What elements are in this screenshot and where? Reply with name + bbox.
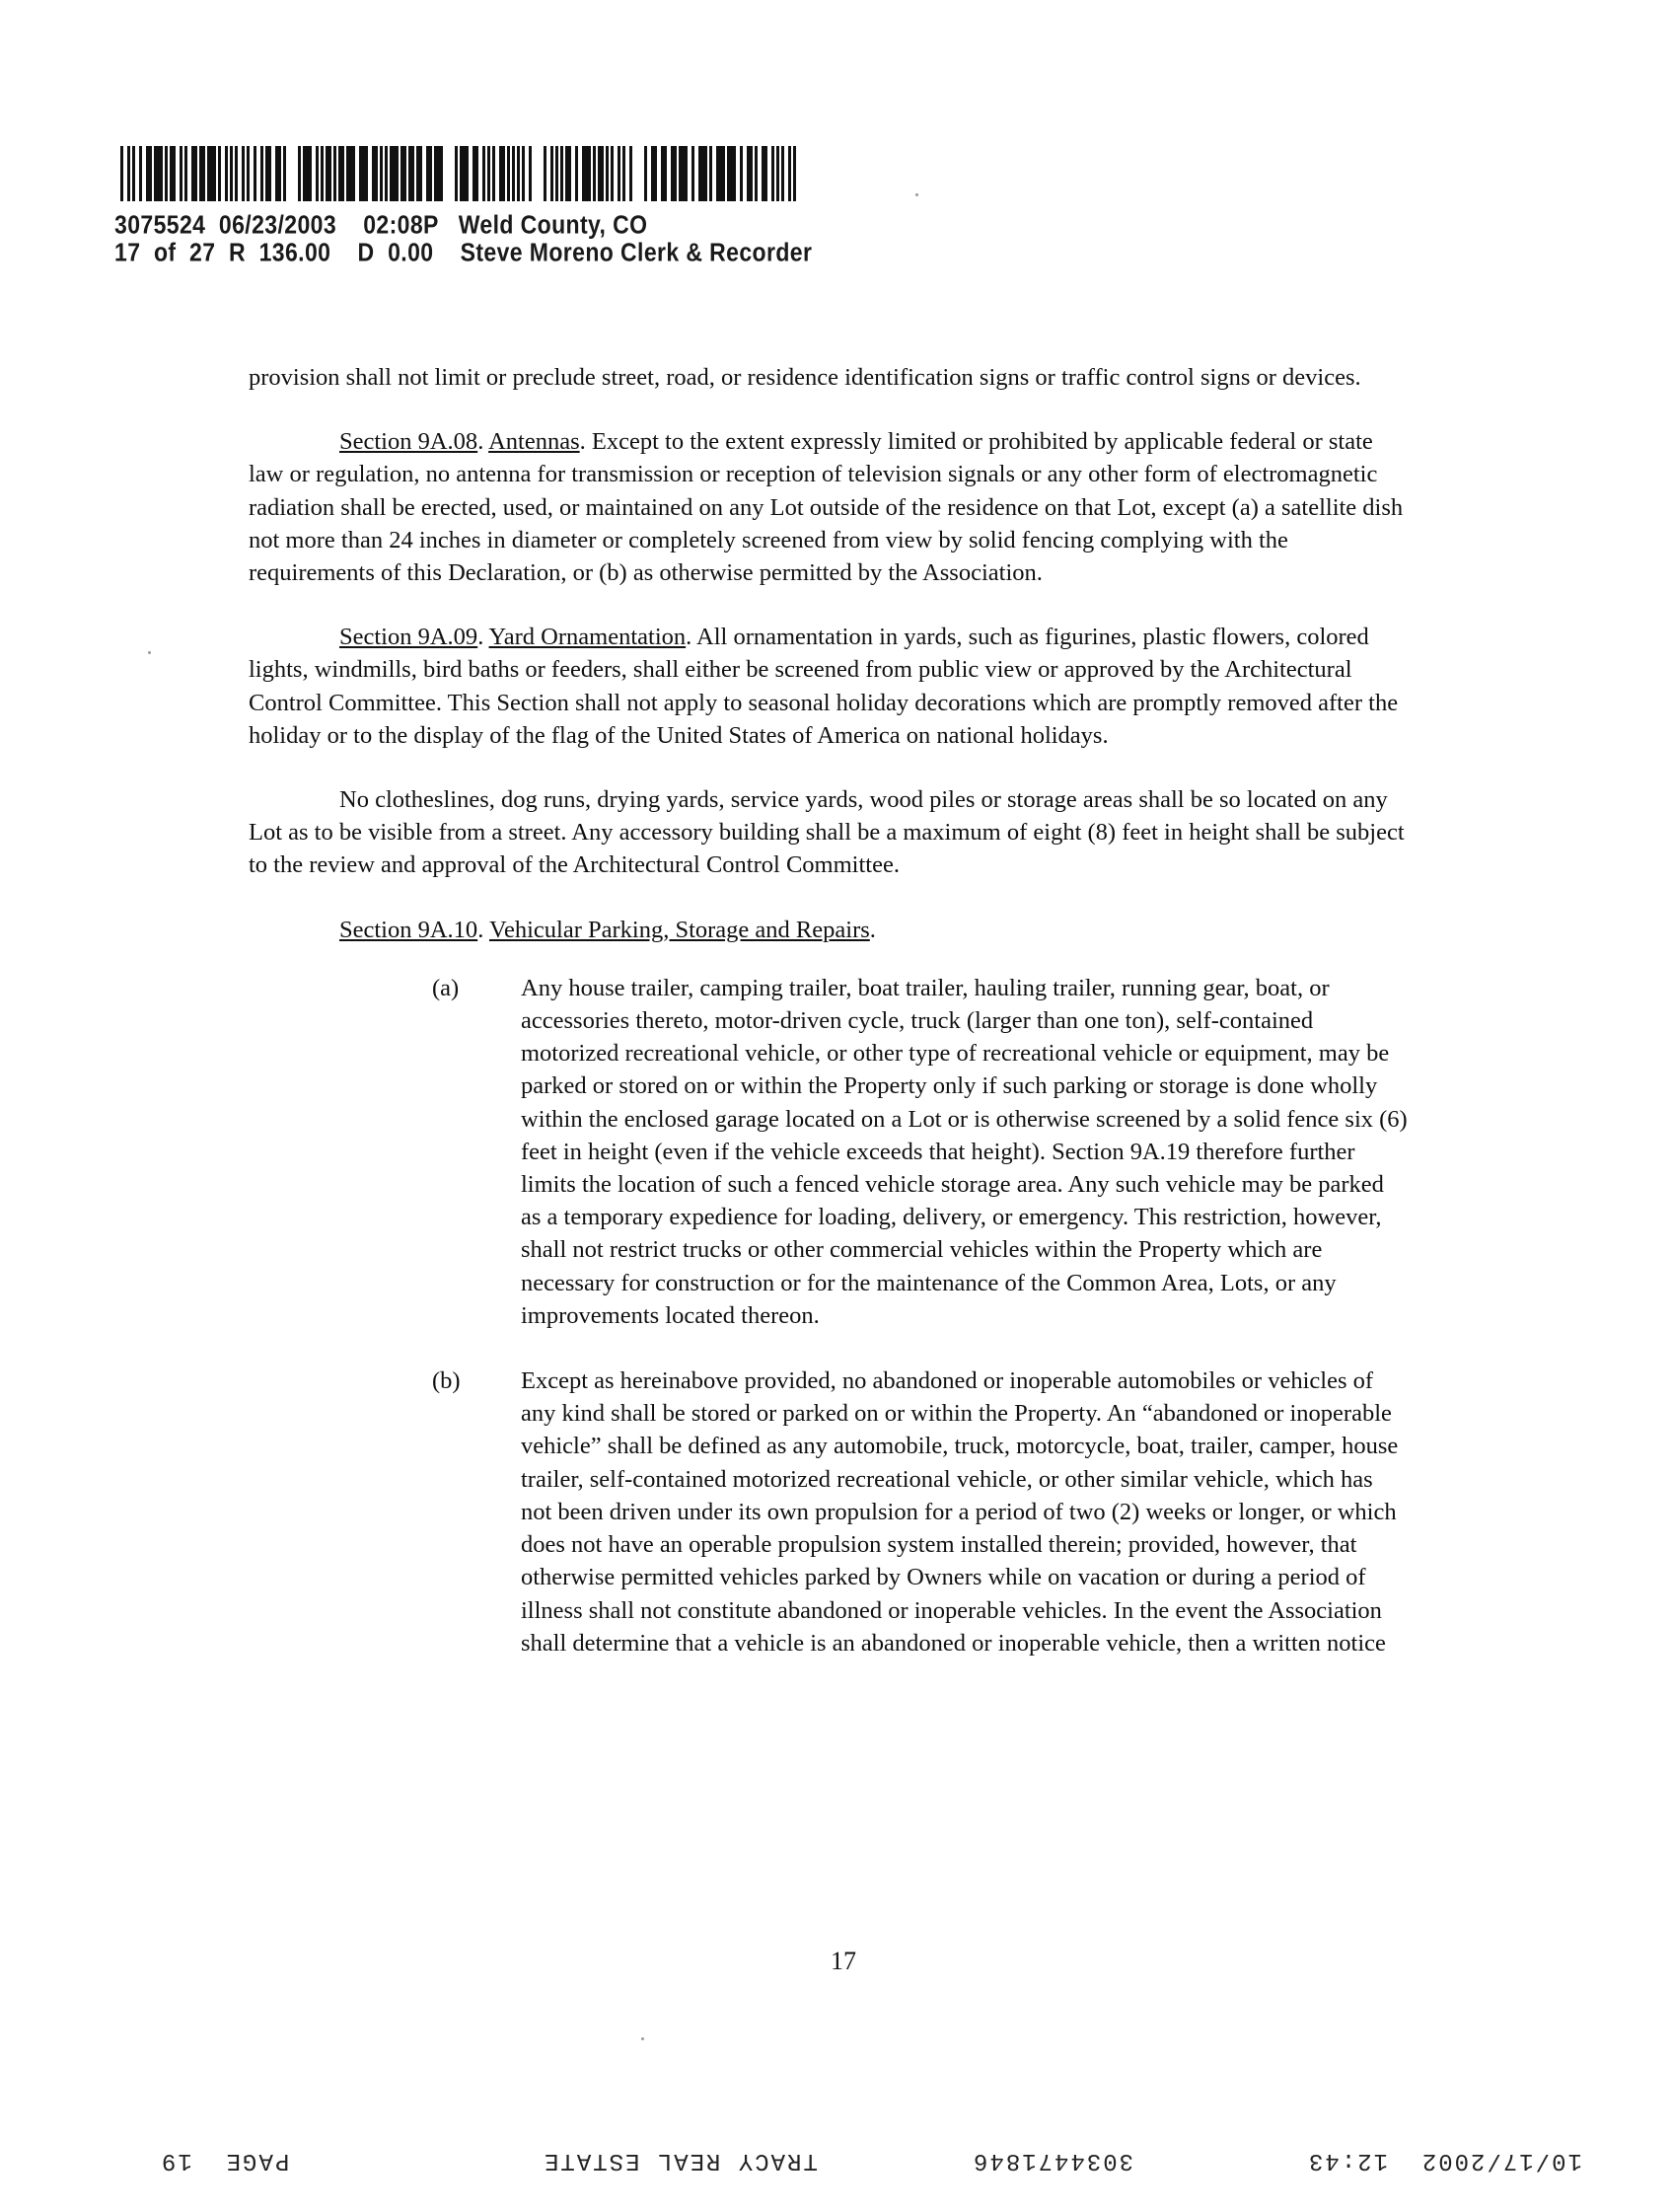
barcode-bar: [793, 146, 796, 201]
subsection-b-text: Except as hereinabove provided, no abandoned or inoperable automobiles or vehicles of any kind shall be stored or parked on or within the Property. An “abandoned or inoperable vehicle” shall be defined as any automobile, truck, motorcycle, boat, trailer, camper, house trailer, self-contained motorized recreational vehicle, or other similar vehicle, which has not been driven under its own propulsion for a period of two (2) weeks or longer, or which does not have an operable propulsion system installed therein; provided, however, that otherwise permitted vehicles parked by Owners while on vacation or during a period of illness shall not constitute abandoned or inoperable vehicles. In the event the Association shall determine that a vehicle is an abandoned or inoperable vehicle, then a written notice: [521, 1367, 1399, 1657]
barcode-bar: [408, 146, 414, 201]
barcode-bar: [275, 146, 281, 201]
barcode-bar: [199, 146, 205, 201]
barcode-bar: [473, 146, 478, 201]
barcode-bar: [618, 146, 620, 201]
barcode-bar: [260, 146, 263, 201]
barcode-bar: [127, 146, 130, 201]
subsection-a-text: Any house trailer, camping trailer, boat trailer, hauling trailer, running gear, boat, or accessories thereto, motor-driven cycle, truck (larger than one ton), self-contained motorized recreational vehicle, or other type of recreational vehicle or equipment, may be parked or stored on or within the Property only if such parking or storage is done wholly within the enclosed garage located on a Lot or is otherwise screened by a solid fence six (6) feet in height (even if the vehicle exceeds that height). Section 9A.19 therefore further limits the location of such a fenced vehicle storage area. Any such vehicle may be parked as a temporary expedience for loading, delivery, or emergency. This restriction, however, shall not restrict trucks or other commercial vehicles within the Property which are necessary for construction or for the maintenance of the Common Area, Lots, or any improvements located thereon.: [521, 974, 1408, 1329]
barcode-bar: [747, 146, 753, 201]
barcode-bar: [303, 146, 312, 201]
barcode-bar: [565, 146, 571, 201]
scan-speck: [915, 193, 918, 196]
barcode-bar: [170, 146, 176, 201]
barcode-bar: [740, 146, 743, 201]
barcode-bar: [434, 146, 443, 201]
subsection-a: [249, 972, 1409, 1332]
barcode-bar: [426, 146, 432, 201]
barcode-bar: [651, 146, 657, 201]
section-9a09-paragraph: Section 9A.09. Yard Ornamentation. All ornamentation in yards, such as figurines, plastic flowers, colored lights, windmills, bird baths or feeders, shall either be screened from public view or approved by the Architectural Control Committee. This Section shall not apply to seasonal holiday decorations which are promptly removed after the holiday or to the display of the flag of the United States of America on national holidays.: [249, 624, 1399, 749]
barcode-bar: [499, 146, 505, 201]
fax-footer-company: TRACY REAL ESTATE: [543, 2147, 818, 2174]
barcode-bar: [400, 146, 406, 201]
subsection-a-label: (a): [432, 974, 460, 1001]
barcode-bar: [321, 146, 324, 201]
scan-speck: [148, 651, 151, 654]
section-9a08-text: Except to the extent expressly limited or prohibited by applicable federal or state law or regulation, no antenna for transmission or reception of television signals or any other form of electromagnetic radiation shall be erected, used, or maintained on any Lot outside of the residence on that Lot, except (a) a satellite dish not more than 24 inches in diameter or completely screened from view by solid fencing complying with the requirements of this Declaration, or (b) as otherwise permitted by the Association.: [249, 428, 1404, 587]
barcode-bar: [460, 146, 469, 201]
barcode-bar: [771, 146, 774, 201]
barcode-bar: [598, 146, 604, 201]
barcode-bar: [544, 146, 546, 201]
barcode-bar: [372, 146, 378, 201]
barcode-bar: [218, 146, 221, 201]
barcode-bar: [522, 146, 525, 201]
barcode-bar: [120, 146, 123, 201]
fax-footer-page: PAGE 19: [160, 2147, 290, 2174]
barcode-bar: [298, 146, 301, 201]
barcode-bar: [154, 146, 163, 201]
barcode-bar: [555, 146, 558, 201]
barcode-bar: [333, 146, 336, 201]
barcode-bar: [235, 146, 238, 201]
fax-footer-date-time: 10/17/2002 12:43: [1307, 2147, 1582, 2174]
barcode-bar: [385, 146, 388, 201]
scan-speck: [641, 2037, 644, 2040]
barcode-bar: [629, 146, 632, 201]
section-9a10-title: Vehicular Parking, Storage and Repairs: [489, 916, 870, 943]
barcode-bar: [517, 146, 520, 201]
barcode-bar: [529, 146, 532, 201]
barcode-bar: [165, 146, 168, 201]
barcode-bar: [622, 146, 625, 201]
barcode-bar: [283, 146, 286, 201]
barcode-bar: [698, 146, 707, 201]
barcode-bar: [482, 146, 485, 201]
barcode-bar: [207, 146, 216, 201]
barcode-bar: [139, 146, 142, 201]
barcode-bar: [575, 146, 578, 201]
barcode-bar: [132, 146, 135, 201]
barcode-bar: [326, 146, 331, 201]
barcode-bar: [727, 146, 736, 201]
barcode-bar: [507, 146, 510, 201]
barcode-bar: [593, 146, 596, 201]
barcode-bar: [191, 146, 197, 201]
barcode-bar: [265, 146, 271, 201]
barcode-bar: [560, 146, 563, 201]
barcode-bar: [359, 146, 368, 201]
barcode-bar: [230, 146, 233, 201]
barcode-bar: [661, 146, 667, 201]
barcode-bar: [492, 146, 495, 201]
barcode-bar: [691, 146, 694, 201]
barcode-bar: [762, 146, 767, 201]
barcode-bar: [781, 146, 784, 201]
barcode-bar: [416, 146, 422, 201]
barcode-bar: [346, 146, 355, 201]
barcode-bar: [611, 146, 614, 201]
section-9a09-number: Section 9A.09: [339, 624, 478, 651]
barcode-bar: [184, 146, 187, 201]
recording-stamp-line-1: 3075524 06/23/2003 02:08P Weld County, CO: [114, 210, 648, 240]
barcode-bar: [788, 146, 791, 201]
barcode-bar: [455, 146, 458, 201]
section-9a08-title: Antennas: [488, 428, 580, 456]
section-9a08-paragraph: Section 9A.08. Antennas. Except to the extent expressly limited or prohibited by applicable federal or state law or regulation, no antenna for transmission or reception of television signals or any other form of electromagnetic radiation shall be erected, used, or maintained on any Lot outside of the residence on that Lot, except (a) a satellite dish not more than 24 inches in diameter or completely screened from view by solid fencing complying with the requirements of this Declaration, or (b) as otherwise permitted by the Association.: [249, 428, 1404, 587]
barcode-bar: [380, 146, 383, 201]
barcode-bar: [316, 146, 319, 201]
barcode-bar: [679, 146, 688, 201]
barcode-bar: [512, 146, 515, 201]
subsection-b-label: (b): [432, 1367, 461, 1395]
barcode-bar: [146, 146, 152, 201]
barcode-bar: [709, 146, 712, 201]
section-9a10-number: Section 9A.10: [339, 916, 478, 943]
barcode-bar: [671, 146, 677, 201]
barcode-bar: [755, 146, 758, 201]
document-body: [249, 361, 1409, 1692]
barcode-bar: [242, 146, 245, 201]
barcode-bar: [716, 146, 725, 201]
barcode: [118, 146, 799, 201]
barcode-bar: [338, 146, 344, 201]
continuation-paragraph: provision shall not limit or preclude street, road, or residence identification signs or traffic control signs or devices.: [249, 364, 1361, 391]
barcode-bar: [390, 146, 399, 201]
barcode-bar: [550, 146, 553, 201]
barcode-bar: [776, 146, 779, 201]
section-9a08-number: Section 9A.08: [339, 428, 478, 456]
clotheslines-paragraph: No clotheslines, dog runs, drying yards, service yards, wood piles or storage areas shall be so located on any Lot as to be visible from a street. Any accessory building shall be a maximum of eight (8) feet in height shall be subject to the review and approval of the Architectural Control Committee.: [249, 786, 1405, 879]
barcode-bar: [606, 146, 609, 201]
recording-stamp-line-2: 17 of 27 R 136.00 D 0.00 Steve Moreno Clerk & Recorder: [114, 238, 813, 267]
barcode-bar: [180, 146, 182, 201]
section-9a09-text: All ornamentation in yards, such as figurines, plastic flowers, colored lights, windmills, bird baths or feeders, shall either be screened from public view or approved by the Architectural Control Committee. This Section shall not apply to seasonal holiday decorations which are promptly removed after the holiday or to the display of the flag of the United States of America on national holidays.: [249, 624, 1399, 749]
barcode-bar: [225, 146, 228, 201]
page-number: 17: [831, 1947, 856, 1975]
barcode-bar: [644, 146, 647, 201]
fax-footer-phone: 3034471846: [972, 2147, 1134, 2174]
barcode-bar: [247, 146, 250, 201]
section-9a10-heading: Section 9A.10. Vehicular Parking, Storage and Repairs.: [339, 916, 876, 943]
section-9a09-title: Yard Ornamentation: [488, 624, 687, 651]
barcode-bar: [254, 146, 256, 201]
barcode-bar: [582, 146, 591, 201]
subsection-b: [249, 1364, 1409, 1659]
barcode-bar: [487, 146, 490, 201]
